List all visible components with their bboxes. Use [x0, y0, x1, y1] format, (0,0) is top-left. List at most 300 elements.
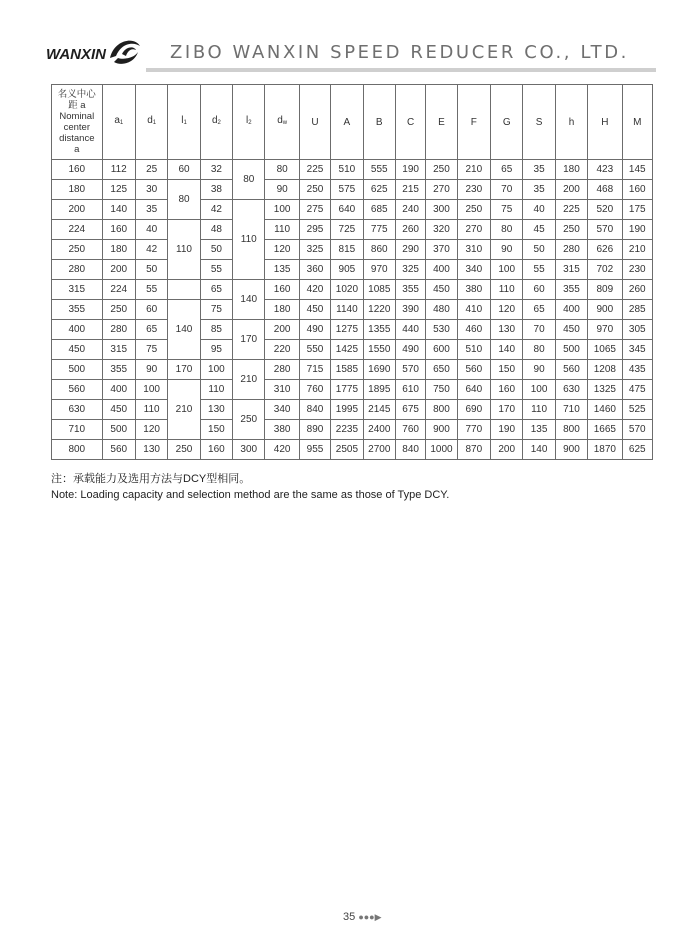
table-cell: 100	[491, 260, 523, 280]
table-cell: 180	[102, 240, 135, 260]
column-header	[363, 85, 395, 160]
table-cell: 60	[168, 160, 200, 180]
column-header	[135, 85, 167, 160]
table-cell: 1140	[331, 300, 363, 320]
table-cell: 320	[426, 220, 457, 240]
table-cell: 90	[265, 180, 299, 200]
table-cell: 210	[622, 240, 652, 260]
table-cell: 2700	[363, 440, 395, 460]
table-cell: 325	[395, 260, 425, 280]
table-cell: 840	[395, 440, 425, 460]
table-cell: 1208	[588, 360, 622, 380]
table-cell: 280	[555, 240, 587, 260]
table-cell: 390	[395, 300, 425, 320]
table-cell: 210	[457, 160, 490, 180]
table-cell: 325	[299, 240, 330, 260]
table-cell: 1870	[588, 440, 622, 460]
table-cell: 230	[622, 260, 652, 280]
table-cell: 260	[622, 280, 652, 300]
table-cell: 70	[491, 180, 523, 200]
table-cell: 224	[52, 220, 103, 240]
table-cell: 100	[265, 200, 299, 220]
table-cell: 50	[523, 240, 555, 260]
table-cell: 250	[555, 220, 587, 240]
table-row	[52, 180, 653, 200]
logo-swirl-icon	[104, 34, 144, 70]
table-cell: 710	[555, 400, 587, 420]
table-cell: 420	[299, 280, 330, 300]
table-row	[52, 160, 653, 180]
table-cell: 625	[622, 440, 652, 460]
table-cell: 1425	[331, 340, 363, 360]
table-cell: 220	[265, 340, 299, 360]
table-cell	[168, 280, 200, 300]
table-cell: 285	[622, 300, 652, 320]
table-cell: 315	[555, 260, 587, 280]
column-header-symbol: a	[114, 115, 120, 126]
table-cell: 900	[588, 300, 622, 320]
table-cell: 610	[395, 380, 425, 400]
table-cell: 135	[265, 260, 299, 280]
table-row	[52, 320, 653, 340]
column-header-symbol: h	[568, 116, 575, 128]
table-cell: 626	[588, 240, 622, 260]
table-cell: 100	[200, 360, 232, 380]
table-cell: 140	[102, 200, 135, 220]
table-cell: 305	[622, 320, 652, 340]
table-cell: 560	[555, 360, 587, 380]
table-row	[52, 360, 653, 380]
table-cell: 1585	[331, 360, 363, 380]
table-cell: 900	[426, 420, 457, 440]
table-cell: 450	[299, 300, 330, 320]
table-cell: 280	[52, 260, 103, 280]
table-cell: 250	[168, 440, 200, 460]
table-row	[52, 380, 653, 400]
table-cell: 180	[555, 160, 587, 180]
table-cell: 650	[426, 360, 457, 380]
table-cell: 450	[52, 340, 103, 360]
table-cell: 110	[491, 280, 523, 300]
table-cell: 423	[588, 160, 622, 180]
column-header-symbol: d	[211, 115, 218, 126]
table-cell: 360	[299, 260, 330, 280]
table-cell: 32	[200, 160, 232, 180]
table-cell: 150	[491, 360, 523, 380]
company-logo	[46, 34, 146, 70]
note-chinese: 注：承载能力及选用方法与DCY型相同。	[51, 473, 251, 485]
table-cell: 300	[233, 440, 265, 460]
table-cell: 955	[299, 440, 330, 460]
table-cell: 530	[426, 320, 457, 340]
table-cell: 260	[395, 220, 425, 240]
table-cell: 70	[523, 320, 555, 340]
column-header-subscript: 1	[119, 120, 124, 126]
table-cell: 520	[588, 200, 622, 220]
header-label-line: a	[74, 144, 80, 155]
table-cell: 130	[200, 400, 232, 420]
header-label-line: center	[63, 122, 90, 133]
table-cell: 135	[523, 420, 555, 440]
table-row	[52, 240, 653, 260]
column-header-symbol: H	[601, 116, 609, 128]
table-cell: 200	[52, 200, 103, 220]
column-header-symbol: l	[245, 115, 249, 126]
table-cell: 50	[135, 260, 167, 280]
table-cell: 80	[265, 160, 299, 180]
column-header	[622, 85, 652, 160]
table-cell: 250	[299, 180, 330, 200]
column-header	[168, 85, 200, 160]
table-cell: 270	[426, 180, 457, 200]
page-header	[46, 30, 656, 74]
table-cell: 110	[135, 400, 167, 420]
table-cell: 1355	[363, 320, 395, 340]
page-arrow-icon: ●●●▶	[358, 912, 382, 922]
table-cell: 355	[102, 360, 135, 380]
table-cell: 42	[135, 240, 167, 260]
table-cell: 905	[331, 260, 363, 280]
table-cell: 200	[102, 260, 135, 280]
table-cell: 65	[135, 320, 167, 340]
column-header-symbol: E	[438, 116, 445, 128]
column-header	[523, 85, 555, 160]
table-cell: 224	[102, 280, 135, 300]
table-cell: 809	[588, 280, 622, 300]
table-cell: 210	[233, 360, 265, 400]
table-cell: 490	[395, 340, 425, 360]
header-label-line: distance	[59, 133, 95, 144]
table-cell: 970	[363, 260, 395, 280]
table-cell: 130	[135, 440, 167, 460]
table-cell: 240	[395, 200, 425, 220]
table-cell: 800	[426, 400, 457, 420]
table-cell: 90	[135, 360, 167, 380]
table-cell: 770	[457, 420, 490, 440]
table-cell: 1895	[363, 380, 395, 400]
table-cell: 40	[523, 200, 555, 220]
table-cell: 1460	[588, 400, 622, 420]
table-cell: 90	[523, 360, 555, 380]
table-cell: 625	[363, 180, 395, 200]
table-row	[52, 260, 653, 280]
column-header-symbol: S	[535, 116, 543, 128]
column-header	[102, 85, 135, 160]
table-cell: 560	[457, 360, 490, 380]
table-cell: 55	[135, 280, 167, 300]
table-cell: 215	[395, 180, 425, 200]
table-cell: 2505	[331, 440, 363, 460]
table-row	[52, 300, 653, 320]
column-header-symbol: A	[343, 116, 351, 128]
column-header-subscript: 2	[217, 120, 221, 126]
table-cell: 140	[168, 300, 200, 360]
table-cell: 55	[523, 260, 555, 280]
column-header	[200, 85, 232, 160]
table-cell: 65	[523, 300, 555, 320]
table-row	[52, 340, 653, 360]
table-cell: 2235	[331, 420, 363, 440]
table-cell: 1665	[588, 420, 622, 440]
table-cell: 490	[299, 320, 330, 340]
table-cell: 630	[555, 380, 587, 400]
column-header	[233, 85, 265, 160]
table-cell: 1690	[363, 360, 395, 380]
table-cell: 40	[135, 220, 167, 240]
table-cell: 800	[555, 420, 587, 440]
table-cell: 120	[491, 300, 523, 320]
table-cell: 290	[395, 240, 425, 260]
table-header-row	[52, 85, 653, 160]
table-cell: 170	[233, 320, 265, 360]
table-cell: 420	[265, 440, 299, 460]
column-header-symbol: d	[277, 115, 283, 126]
table-cell: 295	[299, 220, 330, 240]
table-cell: 380	[457, 280, 490, 300]
table-cell: 300	[426, 200, 457, 220]
table-cell: 50	[200, 240, 232, 260]
table-cell: 60	[523, 280, 555, 300]
table-cell: 2400	[363, 420, 395, 440]
column-header-subscript: 2	[248, 120, 252, 126]
table-cell: 160	[622, 180, 652, 200]
table-cell: 890	[299, 420, 330, 440]
table-cell: 870	[457, 440, 490, 460]
table-cell: 275	[299, 200, 330, 220]
table-cell: 315	[52, 280, 103, 300]
table-cell: 1220	[363, 300, 395, 320]
table-cell: 250	[102, 300, 135, 320]
table-cell: 760	[395, 420, 425, 440]
table-cell: 120	[265, 240, 299, 260]
table-cell: 460	[457, 320, 490, 340]
table-cell: 760	[299, 380, 330, 400]
table-cell: 48	[200, 220, 232, 240]
table-cell: 450	[426, 280, 457, 300]
table-cell: 180	[265, 300, 299, 320]
table-cell: 225	[555, 200, 587, 220]
note-english: Note: Loading capacity and selection method are the same as those of Type DCY.	[51, 489, 450, 501]
table-cell: 525	[622, 400, 652, 420]
table-cell: 110	[523, 400, 555, 420]
table-cell: 120	[135, 420, 167, 440]
table-cell: 725	[331, 220, 363, 240]
table-cell: 340	[265, 400, 299, 420]
table-cell: 468	[588, 180, 622, 200]
column-header	[491, 85, 523, 160]
table-cell: 65	[200, 280, 232, 300]
table-cell: 250	[52, 240, 103, 260]
table-cell: 140	[233, 280, 265, 320]
table-cell: 575	[331, 180, 363, 200]
table-cell: 90	[491, 240, 523, 260]
table-row	[52, 220, 653, 240]
table-cell: 160	[52, 160, 103, 180]
table-cell: 475	[622, 380, 652, 400]
table-cell: 750	[426, 380, 457, 400]
table-cell: 190	[491, 420, 523, 440]
table-cell: 110	[200, 380, 232, 400]
table-cell: 42	[200, 200, 232, 220]
table-cell: 35	[135, 200, 167, 220]
table-cell: 510	[457, 340, 490, 360]
table-cell: 65	[491, 160, 523, 180]
table-cell: 860	[363, 240, 395, 260]
table-cell: 500	[52, 360, 103, 380]
table-cell: 80	[523, 340, 555, 360]
column-header	[588, 85, 622, 160]
table-cell: 30	[135, 180, 167, 200]
table-cell: 190	[395, 160, 425, 180]
column-header	[457, 85, 490, 160]
column-header-symbol: U	[311, 116, 319, 128]
table-cell: 435	[622, 360, 652, 380]
table-cell: 560	[102, 440, 135, 460]
table-cell: 280	[102, 320, 135, 340]
column-header-subscript: 1	[152, 120, 157, 126]
table-cell: 112	[102, 160, 135, 180]
table-cell: 560	[52, 380, 103, 400]
page-number: 35	[343, 911, 356, 923]
table-cell: 640	[331, 200, 363, 220]
table-cell: 35	[523, 160, 555, 180]
table-cell: 775	[363, 220, 395, 240]
table-cell: 715	[299, 360, 330, 380]
table-cell: 675	[395, 400, 425, 420]
table-cell: 80	[233, 160, 265, 200]
header-label-line: Nominal	[59, 111, 95, 122]
table-cell: 400	[426, 260, 457, 280]
table-row	[52, 440, 653, 460]
table-body	[52, 160, 653, 460]
table-cell: 1550	[363, 340, 395, 360]
table-cell: 45	[523, 220, 555, 240]
table-row	[52, 400, 653, 420]
table-cell: 450	[102, 400, 135, 420]
table-cell: 1995	[331, 400, 363, 420]
table-cell: 75	[491, 200, 523, 220]
table-cell: 500	[102, 420, 135, 440]
table-cell: 280	[265, 360, 299, 380]
table-cell: 80	[491, 220, 523, 240]
table-cell: 702	[588, 260, 622, 280]
table-cell: 410	[457, 300, 490, 320]
table-cell: 400	[555, 300, 587, 320]
table-cell: 900	[555, 440, 587, 460]
table-cell: 110	[168, 220, 200, 280]
table-cell: 550	[299, 340, 330, 360]
table-row	[52, 280, 653, 300]
table-cell: 230	[457, 180, 490, 200]
table-cell: 1325	[588, 380, 622, 400]
column-header	[299, 85, 330, 160]
table-cell: 38	[200, 180, 232, 200]
table-cell: 310	[457, 240, 490, 260]
table-cell: 355	[395, 280, 425, 300]
table-cell: 200	[491, 440, 523, 460]
table-cell: 100	[135, 380, 167, 400]
table-cell: 970	[588, 320, 622, 340]
table-cell: 140	[523, 440, 555, 460]
table-cell: 130	[491, 320, 523, 340]
table-cell: 250	[233, 400, 265, 440]
table-cell: 200	[555, 180, 587, 200]
table-cell: 555	[363, 160, 395, 180]
table-cell: 345	[622, 340, 652, 360]
table-cell: 140	[491, 340, 523, 360]
header-divider	[146, 68, 656, 72]
company-name: ZIBO WANXIN SPEED REDUCER CO., LTD.	[170, 42, 629, 63]
table-cell: 35	[523, 180, 555, 200]
table-cell: 170	[491, 400, 523, 420]
dimension-table	[51, 84, 653, 460]
table-cell: 190	[622, 220, 652, 240]
column-header	[265, 85, 299, 160]
table-cell: 500	[555, 340, 587, 360]
table-cell: 815	[331, 240, 363, 260]
table-cell: 2145	[363, 400, 395, 420]
table-cell: 200	[265, 320, 299, 340]
column-header-symbol: l	[181, 115, 184, 126]
table-cell: 600	[426, 340, 457, 360]
column-header-symbol: d	[147, 115, 153, 126]
table-cell: 370	[426, 240, 457, 260]
column-header	[555, 85, 587, 160]
column-header-symbol: C	[407, 116, 415, 128]
table-cell: 60	[135, 300, 167, 320]
table-row	[52, 200, 653, 220]
column-header-subscript: 1	[183, 120, 187, 126]
table-cell: 150	[200, 420, 232, 440]
table-cell: 1000	[426, 440, 457, 460]
logo-wordmark: WANXIN	[46, 46, 106, 63]
column-header-symbol: M	[633, 116, 642, 128]
column-header	[395, 85, 425, 160]
table-cell: 380	[265, 420, 299, 440]
column-header-symbol: G	[502, 116, 511, 128]
table-cell: 270	[457, 220, 490, 240]
table-cell: 145	[622, 160, 652, 180]
table-cell: 1065	[588, 340, 622, 360]
table-cell: 95	[200, 340, 232, 360]
table-cell: 250	[426, 160, 457, 180]
header-nominal-center-distance	[52, 85, 103, 160]
column-header	[331, 85, 363, 160]
page-footer	[343, 911, 382, 923]
table-cell: 310	[265, 380, 299, 400]
table-cell: 55	[200, 260, 232, 280]
table-cell: 175	[622, 200, 652, 220]
table-cell: 85	[200, 320, 232, 340]
table-cell: 225	[299, 160, 330, 180]
table-cell: 570	[588, 220, 622, 240]
table-cell: 450	[555, 320, 587, 340]
table-cell: 160	[491, 380, 523, 400]
table-cell: 400	[52, 320, 103, 340]
table-cell: 570	[622, 420, 652, 440]
table-cell: 400	[102, 380, 135, 400]
table-cell: 250	[457, 200, 490, 220]
table-cell: 110	[265, 220, 299, 240]
table-cell: 210	[168, 380, 200, 440]
table-cell: 25	[135, 160, 167, 180]
header-label-line: 距 a	[68, 100, 86, 111]
table-cell: 480	[426, 300, 457, 320]
table-cell: 180	[52, 180, 103, 200]
table-cell: 690	[457, 400, 490, 420]
header-label-line: 名义中心	[57, 89, 96, 100]
table-cell: 315	[102, 340, 135, 360]
